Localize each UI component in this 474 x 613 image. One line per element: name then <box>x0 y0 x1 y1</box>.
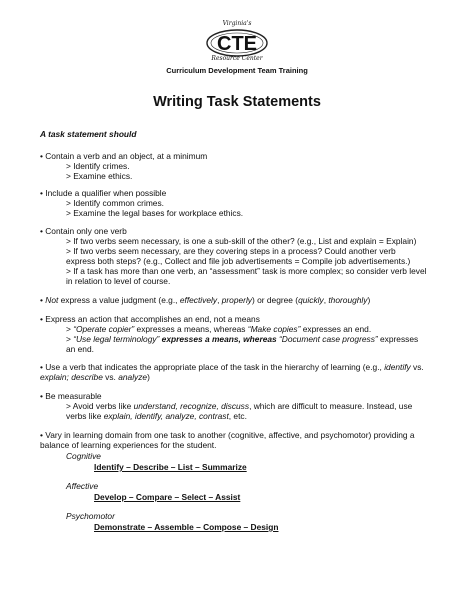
bullet-qualifier: • Include a qualifier when possible <box>40 188 167 198</box>
domain-label-psychomotor: Psychomotor <box>66 511 115 521</box>
text-run: vs. <box>102 372 119 382</box>
example-line <box>66 324 371 334</box>
text-run: expresses an end. <box>300 324 372 334</box>
text-run: ) <box>367 295 371 305</box>
bullet-verb-object: • Contain a verb and an object, at a minimum <box>40 151 208 161</box>
example-line: > If a task has more than one verb, an “assessment” task is more complex; so consider verb level <box>66 266 427 276</box>
bullet-end-not-means: • Express an action that accomplishes an end, not a means <box>40 314 260 324</box>
domain-verbs-cognitive: Identify – Describe – List – Summarize <box>94 462 247 472</box>
example-line <box>66 411 247 421</box>
text-run: expresses <box>377 334 419 344</box>
text-run: quickly <box>298 295 324 305</box>
text-run: , which are difficult to measure. Instead, use <box>249 401 413 411</box>
text-run: understand, recognize, discuss <box>133 401 250 411</box>
example-line: > Examine ethics. <box>66 171 133 181</box>
text-run: expresses a means, whereas <box>134 324 248 334</box>
domain-label-affective: Affective <box>66 481 99 491</box>
text-run: thoroughly <box>328 295 368 305</box>
bullet-value-judgment <box>40 295 370 305</box>
text-run: > <box>66 334 74 344</box>
example-line <box>66 334 418 344</box>
bullet-vary-domain: • Vary in learning domain from one task to another (cognitive, affective, and psychomotor) providing a <box>40 430 415 440</box>
text-run: express a value judgment (e.g., <box>58 295 180 305</box>
example-line: express both steps? (e.g., Collect and file job advertisements = Compile job advertisements.) <box>66 256 411 266</box>
page-title: Writing Task Statements <box>153 94 321 110</box>
text-run: > Avoid verbs like <box>66 401 134 411</box>
text-run: > <box>66 324 74 334</box>
example-line: in relation to level of course. <box>66 276 171 286</box>
cte-logo <box>205 22 269 64</box>
text-run: “Operate copier” <box>73 324 135 334</box>
bullet-one-verb: • Contain only one verb <box>40 226 127 236</box>
text-run: verbs like <box>66 411 104 421</box>
text-run: effectively <box>179 295 218 305</box>
example-line: > Examine the legal bases for workplace ethics. <box>66 208 244 218</box>
text-run: expresses a means, whereas <box>159 334 279 344</box>
text-run: ) or degree ( <box>252 295 299 305</box>
subtitle: Curriculum Development Team Training <box>166 66 308 75</box>
example-line <box>66 401 412 411</box>
text-run: “Make copies” <box>247 324 301 334</box>
text-run: , <box>217 295 222 305</box>
text-run: explain, identify, analyze, contrast <box>103 411 229 421</box>
intro-heading: A task statement should <box>40 129 137 139</box>
text-run: properly <box>221 295 252 305</box>
logo-letters: CTE <box>217 33 257 55</box>
domain-verbs-affective: Develop – Compare – Select – Assist <box>94 492 241 502</box>
example-line: > If two verbs seem necessary, is one a sub-skill of the other? (e.g., List and explain = Explain) <box>66 236 417 246</box>
text-run: analyze <box>118 372 148 382</box>
domain-label-cognitive: Cognitive <box>66 451 101 461</box>
bullet-hierarchy-cont <box>40 372 150 382</box>
text-run: • <box>40 295 46 305</box>
text-run: • Use a verb that indicates the appropriate place of the task in the hierarchy of learning (e.g., <box>40 362 385 372</box>
example-line: > Identify common crimes. <box>66 198 164 208</box>
logo-top-text: Virginia's <box>222 20 252 27</box>
bullet-measurable: • Be measurable <box>40 391 102 401</box>
example-line: > Identify crimes. <box>66 161 130 171</box>
logo-bottom-text: Resource Center <box>211 55 263 62</box>
text-run: , etc. <box>228 411 247 421</box>
domain-verbs-psychomotor: Demonstrate – Assemble – Compose – Design <box>94 522 279 532</box>
text-run: identify <box>384 362 411 372</box>
text-run: , <box>323 295 329 305</box>
bullet-vary-domain-cont: balance of learning experiences for the student. <box>40 440 217 450</box>
example-line: > If two verbs seem necessary, are they covering steps in a process? Could another verb <box>66 246 396 256</box>
text-run: ) <box>147 372 150 382</box>
example-line: an end. <box>66 344 94 354</box>
text-run: “Use legal terminology” <box>73 334 160 344</box>
text-run: “Document case progress” <box>279 334 378 344</box>
text-run: Not <box>45 295 59 305</box>
text-run: explain; describe <box>40 372 103 382</box>
bullet-hierarchy <box>40 362 424 372</box>
text-run: vs. <box>410 362 424 372</box>
